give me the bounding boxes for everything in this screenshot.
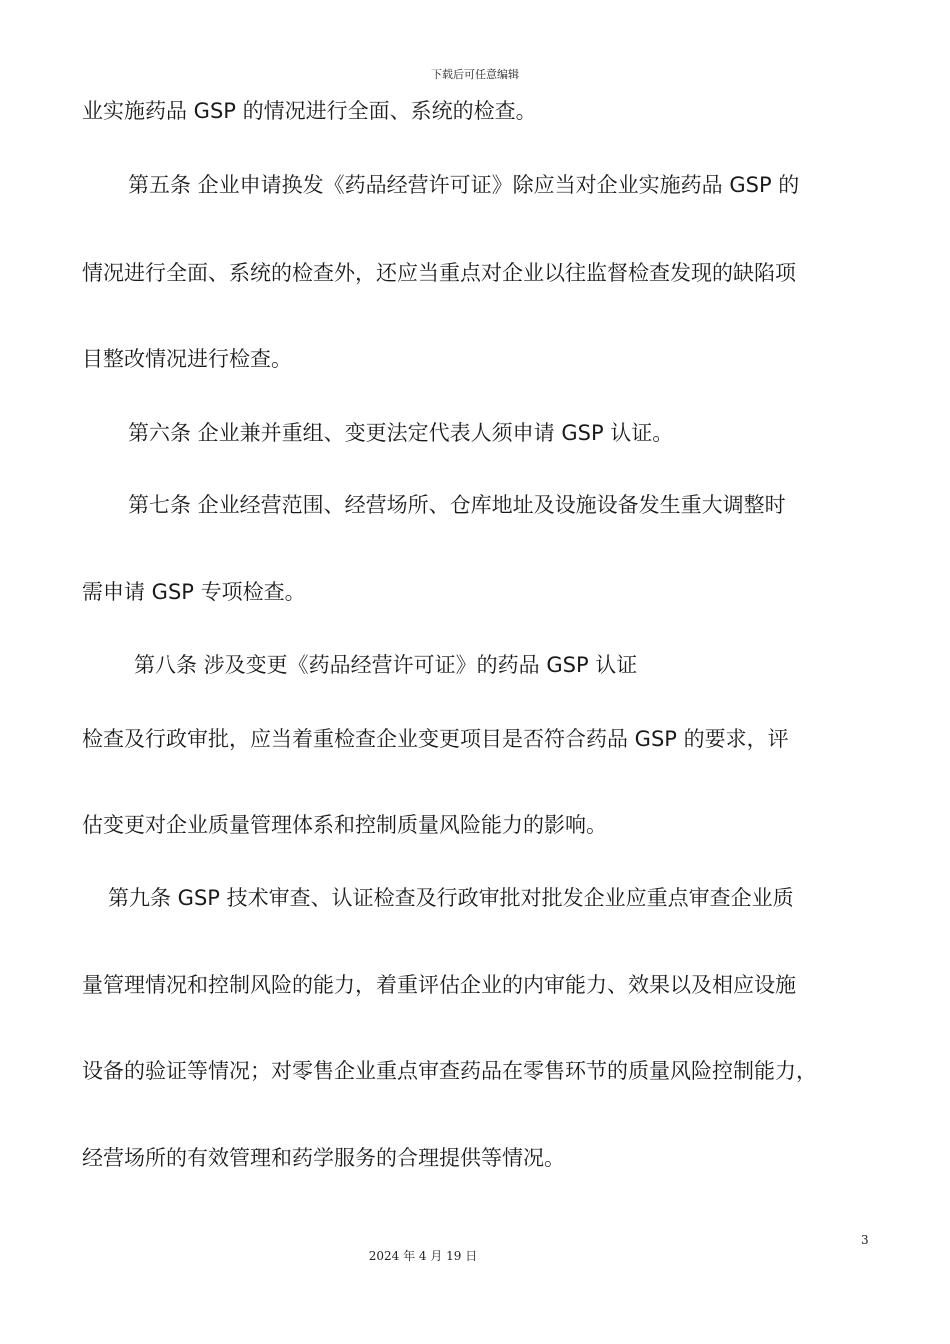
text-line-1: 业实施药品 GSP 的情况进行全面、系统的检查。 <box>82 99 537 123</box>
article-9-line-4: 经营场所的有效管理和药学服务的合理提供等情况。 <box>82 1146 565 1170</box>
article-8-line-1: 第八条 涉及变更《药品经营许可证》的药品 GSP 认证 <box>134 653 638 677</box>
page-number: 3 <box>861 1233 869 1247</box>
article-7-line-1: 第七条 企业经营范围、经营场所、仓库地址及设施设备发生重大调整时 <box>128 493 786 517</box>
article-5-line-2: 情况进行全面、系统的检查外，还应当重点对企业以往监督检查发现的缺陷项 <box>82 261 796 285</box>
article-9-line-2: 量管理情况和控制风险的能力，着重评估企业的内审能力、效果以及相应设施 <box>82 973 796 997</box>
article-9-line-3: 设备的验证等情况；对零售企业重点审查药品在零售环节的质量风险控制能力， <box>82 1059 817 1083</box>
header-note: 下载后可任意编辑 <box>431 68 519 81</box>
article-5-line-1: 第五条 企业申请换发《药品经营许可证》除应当对企业实施药品 GSP 的 <box>128 173 800 197</box>
article-5-line-3: 目整改情况进行检查。 <box>82 347 292 371</box>
footer-date: 2024 年 4 月 19 日 <box>368 1249 478 1263</box>
article-9-line-1: 第九条 GSP 技术审查、认证检查及行政审批对批发企业应重点审查企业质 <box>108 886 794 910</box>
article-8-line-3: 估变更对企业质量管理体系和控制质量风险能力的影响。 <box>82 813 607 837</box>
article-6-line-1: 第六条 企业兼并重组、变更法定代表人须申请 GSP 认证。 <box>128 421 674 445</box>
article-7-line-2: 需申请 GSP 专项检查。 <box>82 580 306 604</box>
article-8-line-2: 检查及行政审批，应当着重检查企业变更项目是否符合药品 GSP 的要求，评 <box>82 727 789 751</box>
